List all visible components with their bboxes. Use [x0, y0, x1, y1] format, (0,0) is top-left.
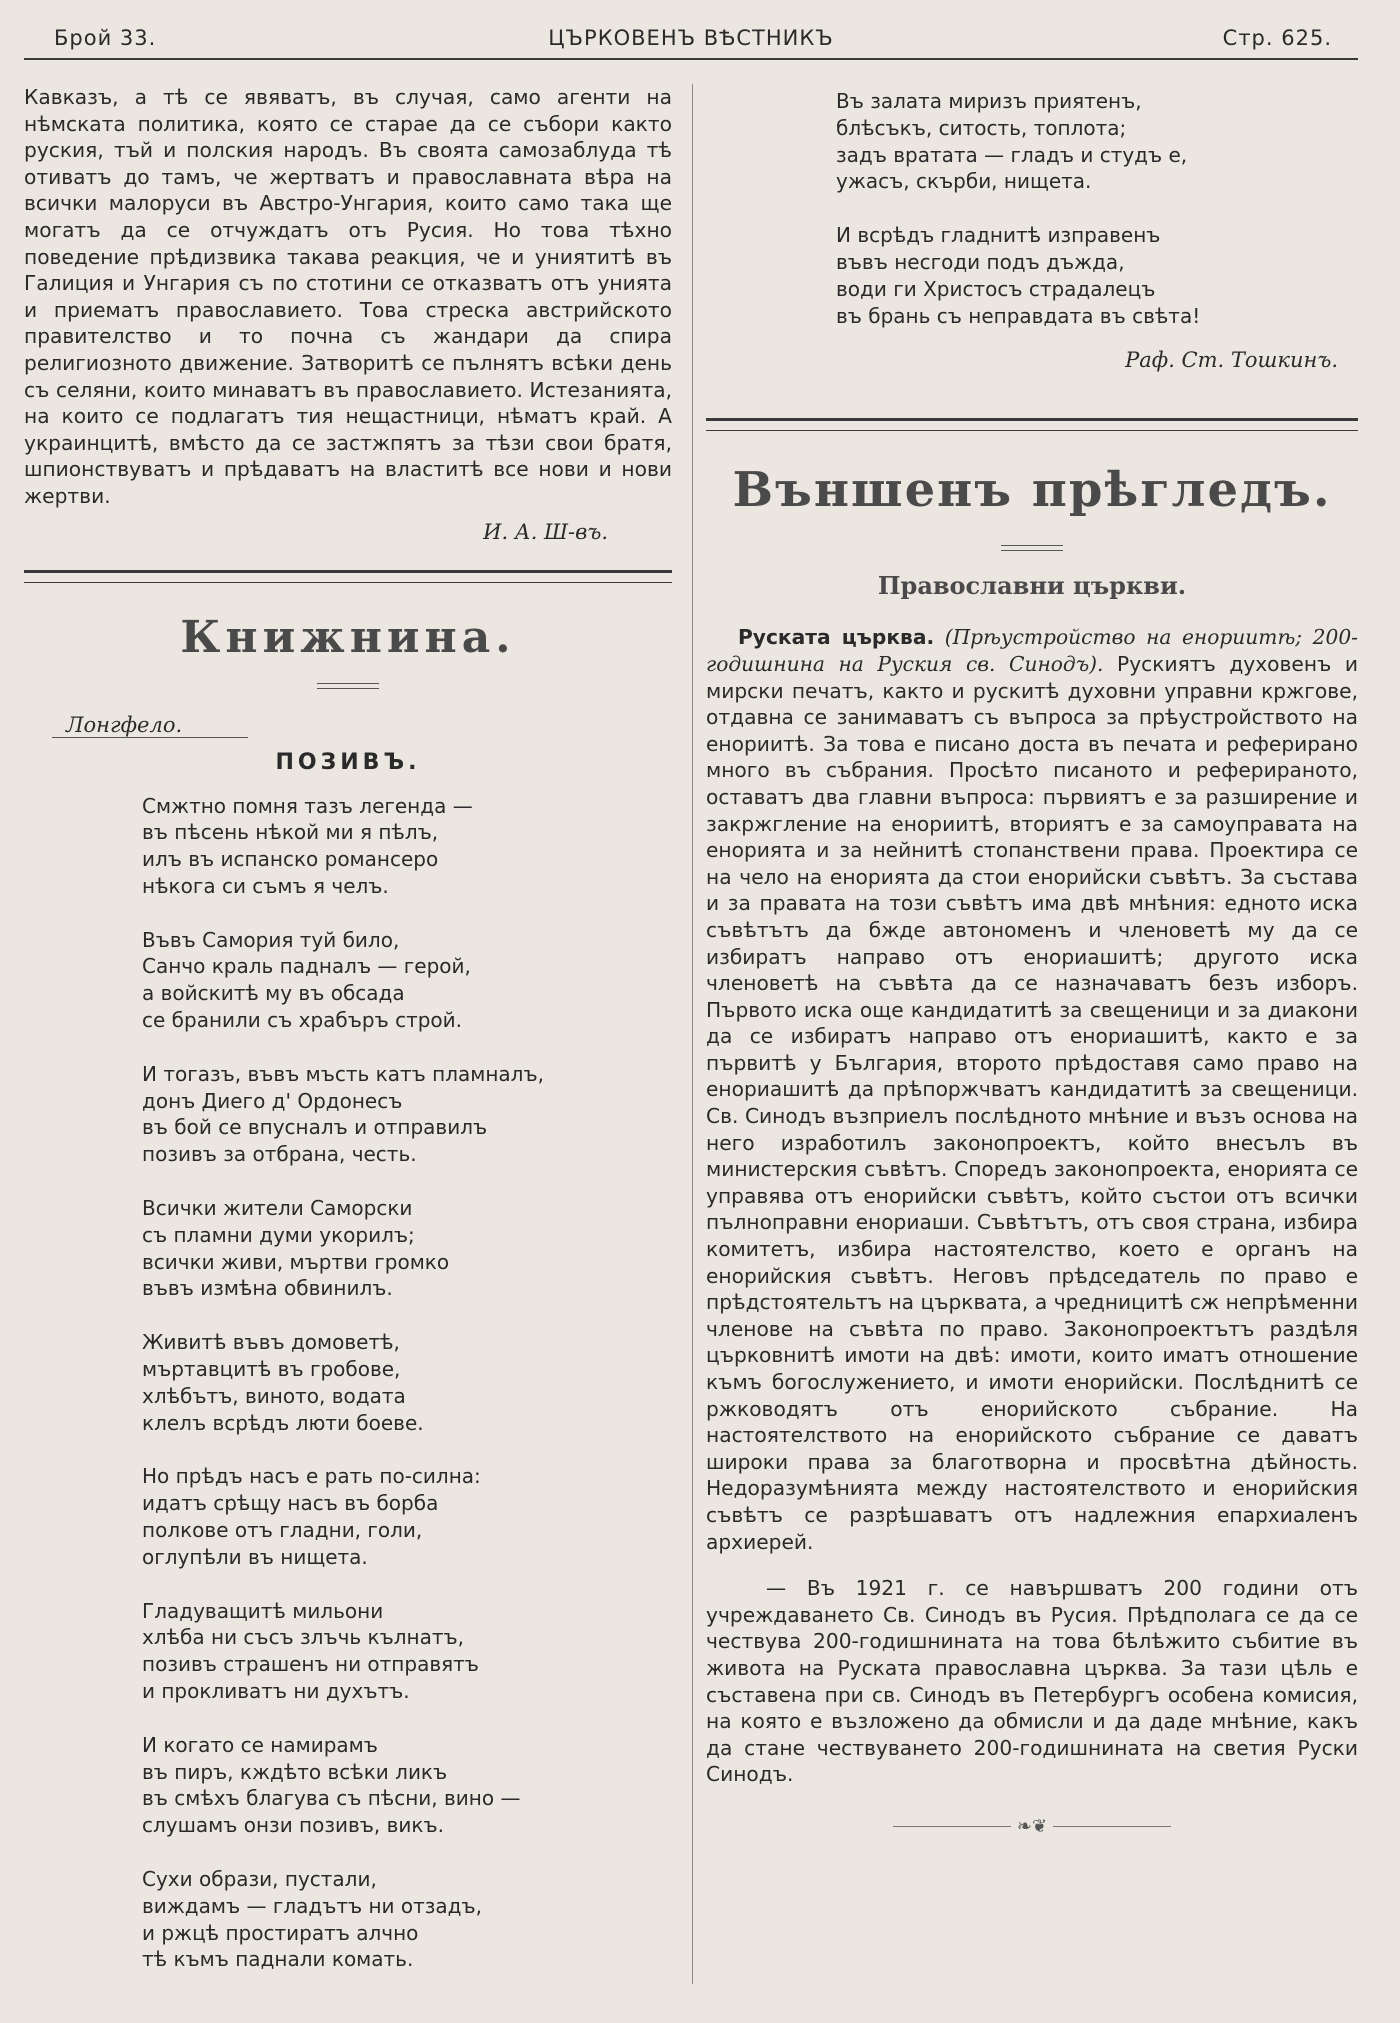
poem-stanza [142, 1866, 672, 1973]
poem-line: въ брань съ неправдата въ свѣта! [836, 303, 1201, 328]
column-divider [692, 84, 693, 1984]
section-title-foreign-review: Външенъ прѣгледъ. [732, 462, 1332, 519]
section-divider [706, 418, 1358, 431]
article-lead-subtitle: (Прѣустройство на енориитѣ; 200-годишнина на Руския св. Синодъ). [706, 625, 1358, 676]
right-column [706, 84, 1358, 1837]
poem-stanza [142, 1329, 672, 1436]
running-header [24, 24, 1358, 60]
poem-stanza [142, 793, 672, 900]
poem-line: позивъ страшенъ ни отправятъ [142, 1652, 479, 1677]
poem-line: блѣсъкъ, ситость, топлота; [836, 115, 1127, 140]
article-continuation [24, 84, 672, 510]
poem-line: слушамъ онзи позивъ, викъ. [142, 1813, 444, 1838]
poem-line: Санчо краль падналъ — герой, [142, 954, 471, 979]
poem-stanza [142, 1732, 672, 1839]
poem-line: съ пламни думи укорилъ; [142, 1222, 415, 1247]
article-text: Кавказъ, а тѣ се явяватъ, въ случая, само агенти на нѣмската политика, която се старае да се събори както руския, тъй и полския народъ. Въ своята самозаблуда тѣ отиватъ до тамъ, че жертватъ и православната вѣра на всички малоруси въ Австро-Унгария, които само така ще могатъ да се отчуждатъ отъ Русия. Но това тѣхно поведение прѣдизвика такава реакция, че и униятитѣ въ Галиция и Унгария съ по стотини се отказватъ отъ унията и приематъ православието. Това стреска австрийското правителство и то почна съ жандари да спира религиозното движение. Затворитѣ се пълнятъ всѣки день съ селяни, които минаватъ въ православието. Истезанията, на които се подлагатъ тия нещастници, нѣматъ край. А украинцитѣ, вмѣсто да се застжпятъ за тѣзи свои братя, шпионствуватъ и прѣдаватъ на властитѣ все нови и нови жертви. [24, 85, 672, 508]
poem-line: И тогазъ, въвъ мъсть катъ пламналъ, [142, 1061, 544, 1086]
poem-stanza [836, 222, 1358, 329]
russian-church-article [706, 624, 1358, 1788]
left-column [24, 84, 672, 2000]
poem-line: въ бой се впусналъ и отправилъ [142, 1115, 488, 1140]
poem-line: Въвъ Самория туй било, [142, 927, 400, 952]
poem-stanza [142, 1463, 672, 1570]
poem-line: нѣкога си съмъ я челъ. [142, 873, 389, 898]
poem-line: задъ вратата — гладъ и студъ е, [836, 142, 1188, 167]
poem-line: идатъ срѣщу насъ въ борба [142, 1491, 439, 1516]
poem-line: хлѣбътъ, виното, водата [142, 1383, 406, 1408]
poem-line: Гладуващитѣ мильони [142, 1598, 384, 1623]
poem-body [142, 793, 672, 1974]
poem-line: полкове отъ гладни, голи, [142, 1518, 423, 1543]
poem-line: виждамъ — гладътъ ни отзадъ, [142, 1893, 482, 1918]
poem-line: мъртавцитѣ въ гробове, [142, 1357, 401, 1382]
article-signature: И. А. Ш-въ. [483, 519, 608, 544]
poem-line: Но прѣдъ насъ е рать по-силна: [142, 1464, 481, 1489]
poem-line: въ смѣхъ благува съ пѣсни, вино — [142, 1786, 521, 1811]
end-ornament: ❧❦ [706, 1816, 1358, 1837]
poem-line: хлѣба ни съсъ злъчь кълнатъ, [142, 1625, 465, 1650]
poem-line: въ пиръ, кждѣто всѣки ликъ [142, 1759, 448, 1784]
poem-line: всички живи, мъртви громко [142, 1249, 450, 1274]
poem-line: Всички жители Саморски [142, 1196, 413, 1221]
poem-line: оглупѣли въ нищета. [142, 1544, 368, 1569]
poem-line: а войскитѣ му въ обсада [142, 981, 405, 1006]
poem-line: Въ залата миризъ приятенъ, [836, 89, 1142, 113]
title-underline [317, 683, 379, 689]
poem-line: донъ Диего д' Ордонесъ [142, 1088, 403, 1113]
poem-stanza [142, 927, 672, 1034]
poem-line: илъ въ испанско романсеро [142, 847, 439, 872]
section-title-books: Книжнина. [180, 611, 516, 663]
poem-line: клелъ всрѣдъ люти боеве. [142, 1410, 424, 1435]
poem-line: ужасъ, скърби, нищета. [836, 169, 1092, 194]
poem-line: се бранили съ храбъръ строй. [142, 1008, 463, 1033]
poem-line: и прокливатъ ни духътъ. [142, 1679, 410, 1704]
poem-line: въвъ несгоди подъ дъжда, [836, 249, 1125, 274]
newspaper-title: ЦЪРКОВЕНЪ ВѢСТНИКЪ [548, 26, 834, 50]
poem-author: Лонгфело. [52, 713, 248, 738]
issue-number: Брой 33. [54, 26, 157, 50]
poem-line: позивъ за отбрана, честь. [142, 1142, 417, 1167]
article-lead: Руската църква. [738, 625, 935, 650]
article-body: Рускиятъ духовенъ и мирски печатъ, както и рускитѣ духовни управни кржгове, отдавна се занимаватъ съ въпроса за прѣустройството на енориитѣ. За това е писано доста въ печата и реферирано много въ събрания. Просѣто писаното и реферираното, оставатъ два главни въпроса: първиятъ е за разширение и закржгление на енориитѣ, вториятъ е за самоуправата на енорията и за нейнитѣ стопанствени права. Проектира се на чело на енорията да стои енорийски съвѣтъ. За състава и за правата на този съвѣтъ има двѣ мнѣния: едното иска съвѣтътъ да бжде автономенъ и членоветѣ му да се избиратъ направо отъ енориашитѣ; другото иска членоветѣ на съвѣта да се назначаватъ безъ изборъ. Първото иска още кандидатитѣ за свещеници и за диакони да се избиратъ направо отъ енориашитѣ, както е за първитѣ у България, второто прѣдоставя само право на енориашитѣ да прѣпоржчватъ кандидатитѣ за свещеници. Св. Синодъ възприелъ послѣдното мнѣние и възъ основа на него изработилъ законопроектъ, който внесълъ въ министерския съвѣтъ. Споредъ законопроекта, енорията се управява отъ енорийски съвѣтъ, който състои отъ всички пълноправни енориаши. Съвѣтътъ, отъ своя страна, избира комитетъ, избира настоятелство, което е органъ на енорийския съвѣтъ. Неговъ прѣдседатель по право е прѣдстоятельтъ на църквата, а чредницитѣ сж непрѣменни членове на съвѣта по право. Законопроектътъ раздѣля църковнитѣ имоти на двѣ: имоти, които иматъ отношение къмъ богослужението, и имоти енорийски. Послѣднитѣ се ржководятъ отъ енорийското събрание. На настоятелството на енорийското събрание се даватъ широки права за благотворна и просвѣтна дѣйность. Недоразумѣнията между настоятелството и енорийския съвѣтъ се разрѣшаватъ отъ надлежния епархиаленъ архиерей. [706, 651, 1358, 1554]
poem-line: И когато се намирамъ [142, 1732, 378, 1757]
poem-stanza [142, 1061, 672, 1168]
poem-stanza [142, 1195, 672, 1302]
poem-line: води ги Христосъ страдалецъ [836, 276, 1156, 301]
poem-line: Живитѣ въвъ домоветѣ, [142, 1330, 400, 1355]
poem-line: и ржцѣ простиратъ алчно [142, 1920, 419, 1945]
poem-line: тѣ къмъ паднали комать. [142, 1947, 414, 1972]
article-paragraph [706, 624, 1358, 1555]
title-underline [1001, 545, 1063, 551]
poem-stanza [836, 88, 1358, 195]
article-paragraph-synod: — Въ 1921 г. се навършватъ 200 години отъ учреждаването Св. Синодъ въ Русия. Прѣдполага се да се чествува 200-годишнината на това бѣлѣжито събитие въ живота на Руската православна църква. За тази цѣль е съставена при св. Синодъ въ Петербургъ особена комисия, на която е възложено да обмисли и да даде мнѣние, какъ да стане чествуването 200-годишнината на светия Руски Синодъ. [706, 1576, 1358, 1787]
poem-signature: Раф. Ст. Тошкинъ. [1125, 348, 1338, 373]
page-number: Стр. 625. [1222, 26, 1332, 50]
poem-stanza [142, 1598, 672, 1705]
section-divider [24, 570, 672, 583]
subsection-title-orthodox-churches: Православни църкви. [877, 571, 1187, 601]
poem-line: въ пѣсень нѣкой ми я пѣлъ, [142, 820, 439, 845]
poem-title: ПОЗИВЪ. [275, 749, 421, 775]
poem-ending [836, 88, 1358, 329]
poem-line: И всрѣдъ гладнитѣ изправенъ [836, 223, 1161, 248]
poem-line: въвъ измѣна обвинилъ. [142, 1276, 393, 1301]
poem-line: Сухи образи, пустали, [142, 1867, 377, 1891]
poem-line: Смжтно помня тазъ легенда — [142, 793, 473, 818]
